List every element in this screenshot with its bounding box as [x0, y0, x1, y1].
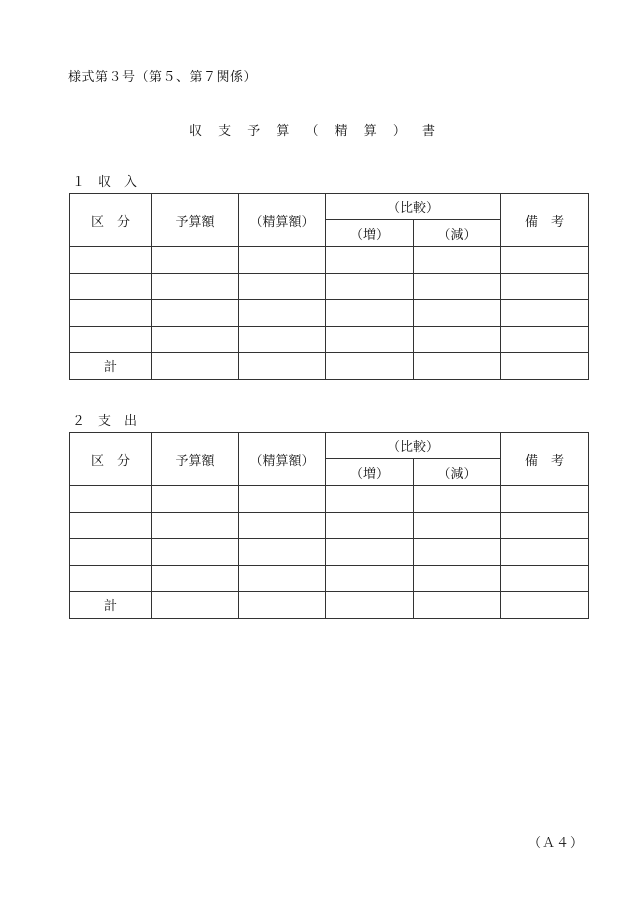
expense-total-cell[interactable]: [326, 592, 414, 619]
income-cell[interactable]: [326, 300, 414, 327]
form-number: 様式第３号（第５、第７関係）: [68, 70, 258, 85]
expense-total-cell[interactable]: [501, 592, 589, 619]
income-cell[interactable]: [326, 247, 414, 274]
expense-total-label: 計: [70, 592, 152, 619]
income-cell[interactable]: [70, 247, 152, 274]
document-title: 収 支 予 算 （ 精 算 ） 書: [188, 124, 442, 139]
income-cell[interactable]: [501, 326, 589, 353]
expense-cell[interactable]: [414, 565, 501, 592]
expense-cell[interactable]: [239, 565, 326, 592]
expense-total-cell[interactable]: [152, 592, 239, 619]
expense-cell[interactable]: [326, 512, 414, 539]
income-total-cell[interactable]: [326, 353, 414, 380]
expense-cell[interactable]: [326, 486, 414, 513]
expense-cell[interactable]: [326, 565, 414, 592]
income-cell[interactable]: [414, 326, 501, 353]
income-cell[interactable]: [70, 273, 152, 300]
income-total-cell[interactable]: [501, 353, 589, 380]
income-cell[interactable]: [70, 326, 152, 353]
income-row: [70, 300, 589, 327]
expense-cell[interactable]: [239, 486, 326, 513]
income-cell[interactable]: [501, 247, 589, 274]
expense-table: [69, 432, 589, 619]
income-cell[interactable]: [326, 273, 414, 300]
income-col-category: 区 分: [70, 194, 152, 247]
income-cell[interactable]: [414, 300, 501, 327]
income-total-cell[interactable]: [414, 353, 501, 380]
expense-cell[interactable]: [414, 512, 501, 539]
income-cell[interactable]: [239, 247, 326, 274]
expense-cell[interactable]: [326, 539, 414, 566]
income-total-cell[interactable]: [152, 353, 239, 380]
income-total-row: [70, 353, 589, 380]
income-cell[interactable]: [239, 273, 326, 300]
expense-row: [70, 539, 589, 566]
income-cell[interactable]: [414, 247, 501, 274]
income-cell[interactable]: [326, 326, 414, 353]
income-cell[interactable]: [152, 247, 239, 274]
expense-cell[interactable]: [414, 539, 501, 566]
expense-col-budget: 予算額: [152, 433, 239, 486]
expense-cell[interactable]: [70, 512, 152, 539]
expense-col-comparison: （比較）: [326, 433, 501, 459]
income-header-row: [70, 194, 589, 220]
income-col-decrease: （減）: [414, 220, 501, 247]
expense-total-cell[interactable]: [414, 592, 501, 619]
income-cell[interactable]: [501, 300, 589, 327]
expense-row: [70, 565, 589, 592]
income-cell[interactable]: [70, 300, 152, 327]
income-col-budget: 予算額: [152, 194, 239, 247]
expense-cell[interactable]: [70, 565, 152, 592]
expense-cell[interactable]: [414, 486, 501, 513]
expense-cell[interactable]: [239, 539, 326, 566]
expense-cell[interactable]: [501, 539, 589, 566]
income-row: [70, 326, 589, 353]
expense-cell[interactable]: [70, 486, 152, 513]
income-row: [70, 273, 589, 300]
expense-cell[interactable]: [70, 539, 152, 566]
expense-col-decrease: （減）: [414, 459, 501, 486]
income-cell[interactable]: [239, 326, 326, 353]
expense-cell[interactable]: [152, 539, 239, 566]
income-section-heading: １ 収 入: [72, 175, 138, 190]
expense-cell[interactable]: [152, 512, 239, 539]
income-table: [69, 193, 589, 380]
expense-cell[interactable]: [239, 512, 326, 539]
expense-cell[interactable]: [501, 512, 589, 539]
income-row: [70, 247, 589, 274]
expense-col-settlement: （精算額）: [239, 433, 326, 486]
expense-cell[interactable]: [501, 565, 589, 592]
income-col-remarks: 備 考: [501, 194, 589, 247]
income-cell[interactable]: [152, 326, 239, 353]
income-col-settlement: （精算額）: [239, 194, 326, 247]
expense-col-increase: （増）: [326, 459, 414, 486]
expense-header-row: [70, 433, 589, 459]
income-cell[interactable]: [501, 273, 589, 300]
income-col-comparison: （比較）: [326, 194, 501, 220]
income-cell[interactable]: [152, 273, 239, 300]
income-cell[interactable]: [239, 300, 326, 327]
income-total-cell[interactable]: [239, 353, 326, 380]
income-col-increase: （増）: [326, 220, 414, 247]
expense-cell[interactable]: [152, 565, 239, 592]
expense-section-heading: ２ 支 出: [72, 414, 138, 429]
income-cell[interactable]: [414, 273, 501, 300]
expense-row: [70, 512, 589, 539]
expense-cell[interactable]: [501, 486, 589, 513]
expense-col-remarks: 備 考: [501, 433, 589, 486]
expense-col-category: 区 分: [70, 433, 152, 486]
paper-size-note: （Ａ４）: [528, 836, 585, 851]
expense-total-row: [70, 592, 589, 619]
income-total-label: 計: [70, 353, 152, 380]
income-cell[interactable]: [152, 300, 239, 327]
expense-row: [70, 486, 589, 513]
expense-total-cell[interactable]: [239, 592, 326, 619]
expense-cell[interactable]: [152, 486, 239, 513]
